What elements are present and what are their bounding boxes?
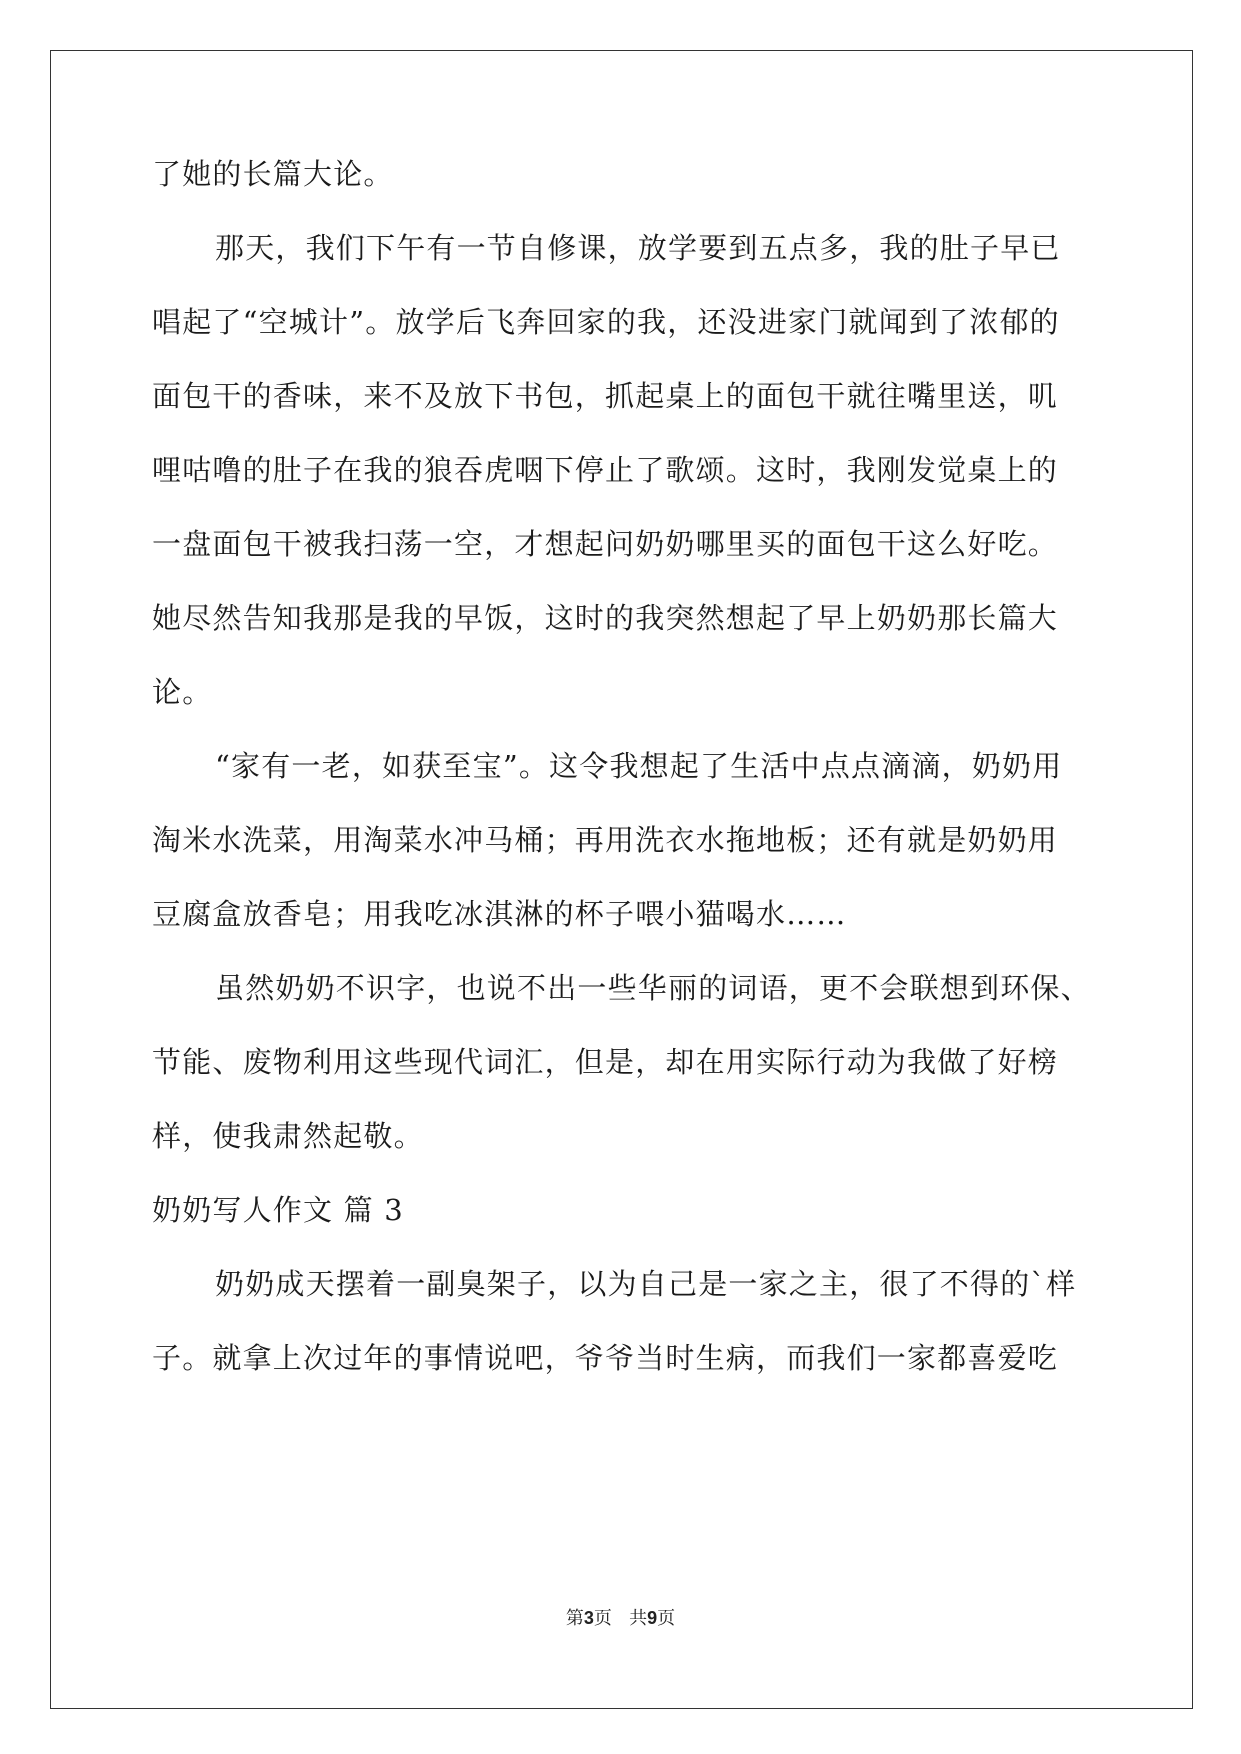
text-line: 样，使我肃然起敬。	[152, 1119, 424, 1153]
text-line: 节能、废物利用这些现代词汇，但是，却在用实际行动为我做了好榜	[152, 1045, 1059, 1079]
text-line: 豆腐盒放香皂；用我吃冰淇淋的杯子喂小猫喝水……	[152, 897, 847, 931]
text-line: 了她的长篇大论。	[152, 157, 394, 191]
text-line: “家有一老，如获至宝”。这令我想起了生活中点点滴滴，奶奶用	[215, 749, 1063, 783]
footer-suffix: 页	[657, 1608, 676, 1629]
text-line: 她尽然告知我那是我的早饭，这时的我突然想起了早上奶奶那长篇大	[152, 601, 1059, 635]
total-page-number: 9	[647, 1608, 658, 1628]
footer-prefix: 第	[565, 1608, 584, 1629]
text-line: 奶奶成天摆着一副臭架子，以为自己是一家之主，很了不得的`样	[215, 1267, 1077, 1301]
page-border	[50, 50, 1193, 1709]
text-line: 虽然奶奶不识字，也说不出一些华丽的词语，更不会联想到环保、	[215, 971, 1091, 1005]
text-line: 淘米水洗菜，用淘菜水冲马桶；再用洗衣水拖地板；还有就是奶奶用	[152, 823, 1059, 857]
footer-mid: 页 共	[593, 1608, 648, 1629]
text-line: 面包干的香味，来不及放下书包，抓起桌上的面包干就往嘴里送，叽	[152, 379, 1059, 413]
current-page-number: 3	[583, 1608, 594, 1628]
section-heading: 奶奶写人作文 篇 3	[152, 1193, 404, 1227]
text-line: 那天，我们下午有一节自修课，放学要到五点多，我的肚子早已	[215, 231, 1061, 265]
text-line: 唱起了“空城计”。放学后飞奔回家的我，还没进家门就闻到了浓郁的	[152, 305, 1060, 339]
page-footer	[0, 1606, 1241, 1631]
text-line: 一盘面包干被我扫荡一空，才想起问奶奶哪里买的面包干这么好吃。	[152, 527, 1059, 561]
text-line: 论。	[152, 675, 213, 709]
text-line: 子。就拿上次过年的事情说吧，爷爷当时生病，而我们一家都喜爱吃	[152, 1341, 1059, 1375]
text-line: 哩咕噜的肚子在我的狼吞虎咽下停止了歌颂。这时，我刚发觉桌上的	[152, 453, 1059, 487]
